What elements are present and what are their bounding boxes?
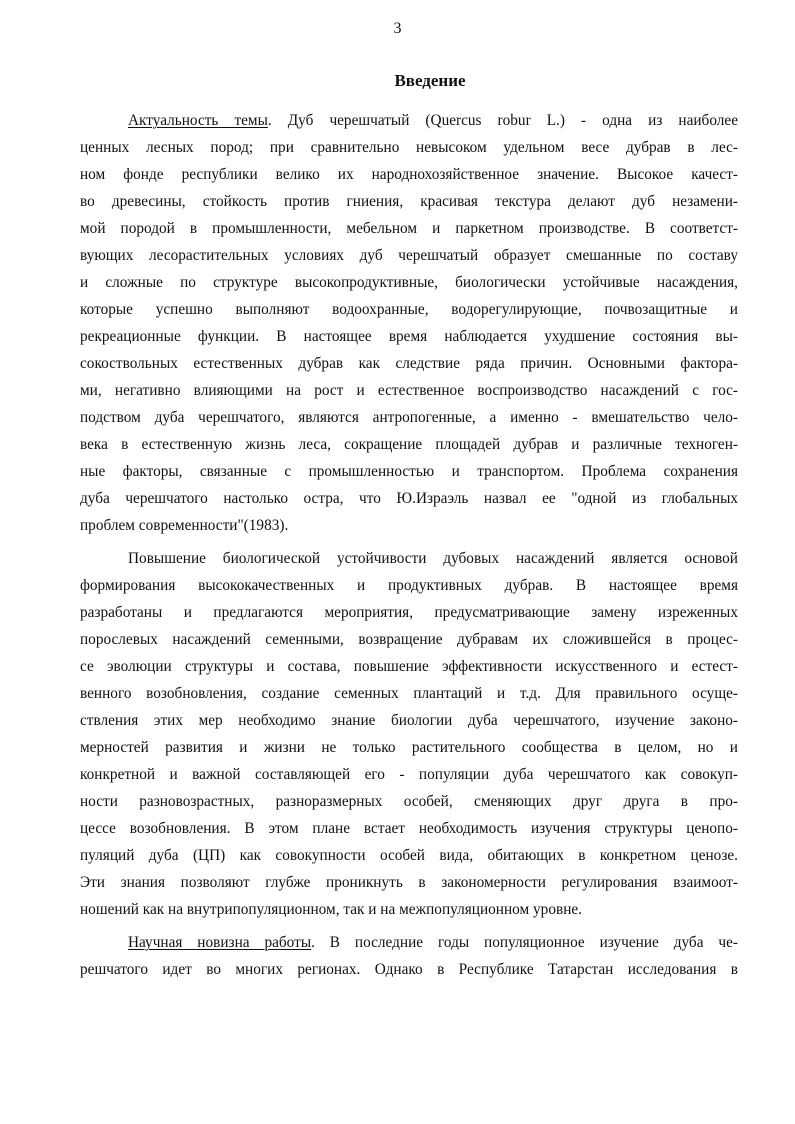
paragraph-line: формирования высококачественных и продуктивных дубрав. В настоящее время [80,577,738,594]
paragraph-line: решчатого идет во многих регионах. Однако в Республике Татарстан исследования в [80,961,738,978]
paragraph-line: цессе возобновления. В этом плане встает необходимость изучения структуры ценопо- [80,820,738,837]
paragraph-line: порослевых насаждений семенными, возвращение дубравам их сложившейся в процес- [80,631,738,648]
paragraph-line: ном фонде республики велико их народнохозяйственное значение. Высокое качест- [80,166,738,183]
paragraph-line: сокоствольных естественных дубрав как следствие ряда причин. Основными фактора- [80,355,738,372]
paragraph-line: ные факторы, связанные с промышленностью и транспортом. Проблема сохранения [80,463,738,480]
paragraph-line: ми, негативно влияющими на рост и естественное воспроизводство насаждений с гос- [80,382,738,399]
paragraph-line: во древесины, стойкость против гниения, красивая текстура делают дуб незамени- [80,193,738,210]
paragraph-line: мерностей развития и жизни не только растительного сообщества в целом, но и [80,739,738,756]
paragraph-line: вующих лесорастительных условиях дуб черешчатый образует смешанные по составу [80,247,738,264]
paragraph-line: пуляций дуба (ЦП) как совокупности особей вида, обитающих в конкретном ценозе. [80,847,738,864]
paragraph-line: Эти знания позволяют глубже проникнуть в закономерности регулирования взаимоот- [80,874,738,891]
paragraph-line: Актуальность темы. Дуб черешчатый (Quercus robur L.) - одна из наиболее [128,112,738,129]
page-number: 3 [393,20,402,37]
paragraph-line: ценных лесных пород; при сравнительно невысоком удельном весе дубрав в лес- [80,139,738,156]
paragraph-line: проблем современности"(1983). [80,517,289,534]
paragraph-line: Научная новизна работы. В последние годы популяционное изучение дуба че- [128,934,738,951]
paragraph-line: века в естественную жизнь леса, сокращение площадей дубрав и различные техноген- [80,436,738,453]
section-title: Введение [394,71,466,90]
paragraph-line: и сложные по структуре высокопродуктивные, биологически устойчивые насаждения, [80,274,738,291]
paragraph-line: мой породой в промышленности, мебельном и паркетном производстве. В соответст- [80,220,738,237]
paragraph-line: подством дуба черешчатого, являются антропогенные, а именно - вмешательство чело- [80,409,738,426]
paragraph-line: рекреационные функции. В настоящее время наблюдается ухудшение состояния вы- [80,328,738,345]
paragraph-line: Повышение биологической устойчивости дубовых насаждений является основой [128,550,738,567]
paragraph-line: разработаны и предлагаются мероприятия, предусматривающие замену изреженных [80,604,738,621]
paragraph-line: конкретной и важной составляющей его - популяции дуба черешчатого как совокуп- [80,766,738,783]
paragraph-line: венного возобновления, создание семенных плантаций и т.д. Для правильного осуще- [80,685,738,702]
paragraph-line: се эволюции структуры и состава, повышение эффективности искусственного и естест- [80,658,738,675]
novelty-heading: Научная новизна работы [128,934,312,951]
relevance-heading: Актуальность темы [128,112,268,129]
paragraph-line: дуба черешчатого настолько остра, что Ю.Израэль назвал ее "одной из глобальных [80,490,738,507]
paragraph-line: ношений как на внутрипопуляционном, так и на межпопуляционном уровне. [80,901,582,918]
paragraph-line: которые успешно выполняют водоохранные, водорегулирующие, почвозащитные и [80,301,738,318]
paragraph-line: ности разновозрастных, разноразмерных особей, сменяющих друг друга в про- [80,793,738,810]
paragraph-line: ствления этих мер необходимо знание биологии дуба черешчатого, изучение законо- [80,712,738,729]
